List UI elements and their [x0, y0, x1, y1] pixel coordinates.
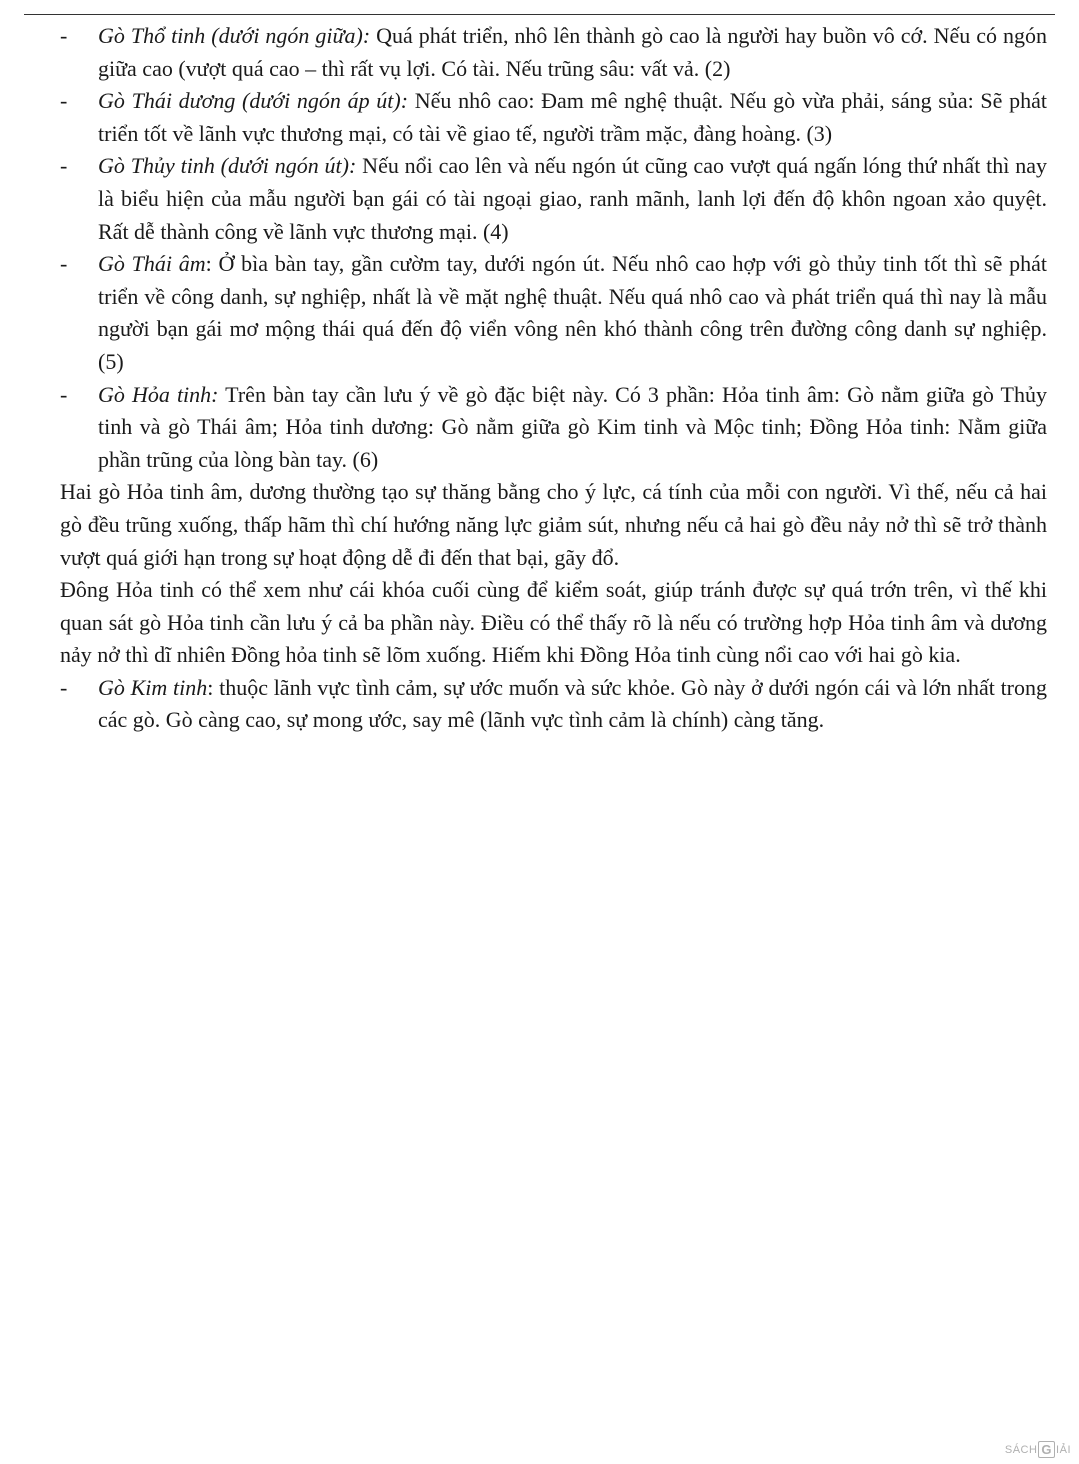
list-item — [60, 150, 1047, 248]
document-body — [60, 20, 1047, 737]
list-item — [60, 672, 1047, 737]
item-text: Nếu nhô cao: Đam mê nghệ thuật. Nếu gò vừa phải, sáng sủa: Sẽ phát triển tốt về lãnh vực thương mại, có tài về giao tế, người trầm mặc, đàng hoàng. (3) — [98, 88, 1047, 146]
bullet-dash: - — [60, 153, 68, 179]
watermark-text-left: SÁCH — [1004, 1443, 1038, 1456]
bullet-dash: - — [60, 251, 68, 277]
item-term: Gò Kim tinh — [98, 674, 208, 700]
item-term: Gò Thái âm — [98, 251, 206, 277]
watermark-logo — [1005, 1441, 1071, 1458]
item-term: Gò Thái dương (dưới ngón áp út): — [98, 88, 409, 114]
list-item — [60, 379, 1047, 477]
item-term: Gò Thủy tinh (dưới ngón út): — [98, 153, 357, 179]
item-text: Quá phát triển, nhô lên thành gò cao là người hay buồn vô cớ. Nếu có ngón giữa cao (vượt quá cao – thì rất vụ lợi. Có tài. Nếu trũng sâu: vất vả. (2) — [98, 23, 1047, 81]
watermark-text-right: IẢI — [1056, 1443, 1071, 1456]
watermark-box-letter: G — [1038, 1441, 1055, 1458]
item-term: Gò Thổ tinh (dưới ngón giữa): — [98, 23, 371, 48]
bullet-dash: - — [60, 381, 68, 407]
top-rule — [24, 14, 1055, 15]
bullet-dash: - — [60, 674, 68, 700]
bullet-dash: - — [60, 23, 68, 48]
item-text: Trên bàn tay cần lưu ý về gò đặc biệt này. Có 3 phần: Hỏa tinh âm: Gò nằm giữa gò Thủy tinh và gò Thái âm; Hỏa tinh dương: Gò nằm giữa gò Kim tinh và Mộc tinh; Đồng Hỏa tinh: Nằm giữa phần trũng của lòng bàn tay. (6) — [98, 381, 1047, 472]
list-item — [60, 85, 1047, 150]
paragraph: Đông Hỏa tinh có thể xem như cái khóa cuối cùng để kiểm soát, giúp tránh được sự quá trớn trên, vì thế khi quan sát gò Hỏa tinh cần lưu ý cả ba phần này. Điều có thể thấy rõ là nếu có trường hợp Hỏa tinh âm và dương nảy nở thì dĩ nhiên Đồng hỏa tinh sẽ lõm xuống. Hiếm khi Đồng Hỏa tinh cùng nổi cao với hai gò kia. — [60, 577, 1047, 668]
item-text: : thuộc lãnh vực tình cảm, sự ước muốn và sức khỏe. Gò này ở dưới ngón cái và lớn nhất trong các gò. Gò càng cao, sự mong ước, say mê (lãnh vực tình cảm là chính) càng tăng. — [98, 674, 1048, 733]
item-text: : Ở bìa bàn tay, gần cườm tay, dưới ngón út. Nếu nhô cao hợp với gò thủy tinh tốt thì sẽ phát triển về công danh, sự nghiệp, nhất là về mặt nghệ thuật. Nếu quá nhô cao và phát triển quá thì nay là mẫu người bạn gái mơ mộng thái quá đến độ viển vông nên khó thành công trên đường công danh sự nghiệp. (5) — [98, 251, 1047, 374]
bullet-dash: - — [60, 88, 68, 114]
list-item — [60, 248, 1047, 378]
item-term: Gò Hỏa tinh: — [98, 381, 219, 407]
item-text: Nếu nổi cao lên và nếu ngón út cũng cao vượt quá ngấn lóng thứ nhất thì nay là biểu hiện của mẫu người bạn gái có tài ngoại giao, ranh mãnh, lanh lợi đến độ khôn ngoan xảo quyệt. Rất dễ thành công về lãnh vực thương mại. (4) — [98, 153, 1047, 244]
paragraph: Hai gò Hỏa tinh âm, dương thường tạo sự thăng bằng cho ý lực, cá tính của mỗi con người. Vì thế, nếu cả hai gò đều trũng xuống, thấp hãm thì chí hướng năng lực giảm sút, nhưng nếu cả hai gò đều nảy nở thì sẽ trở thành vượt quá giới hạn trong sự hoạt động dễ đi đến that bại, gãy đổ. — [60, 479, 1047, 570]
list-item — [60, 20, 1047, 85]
